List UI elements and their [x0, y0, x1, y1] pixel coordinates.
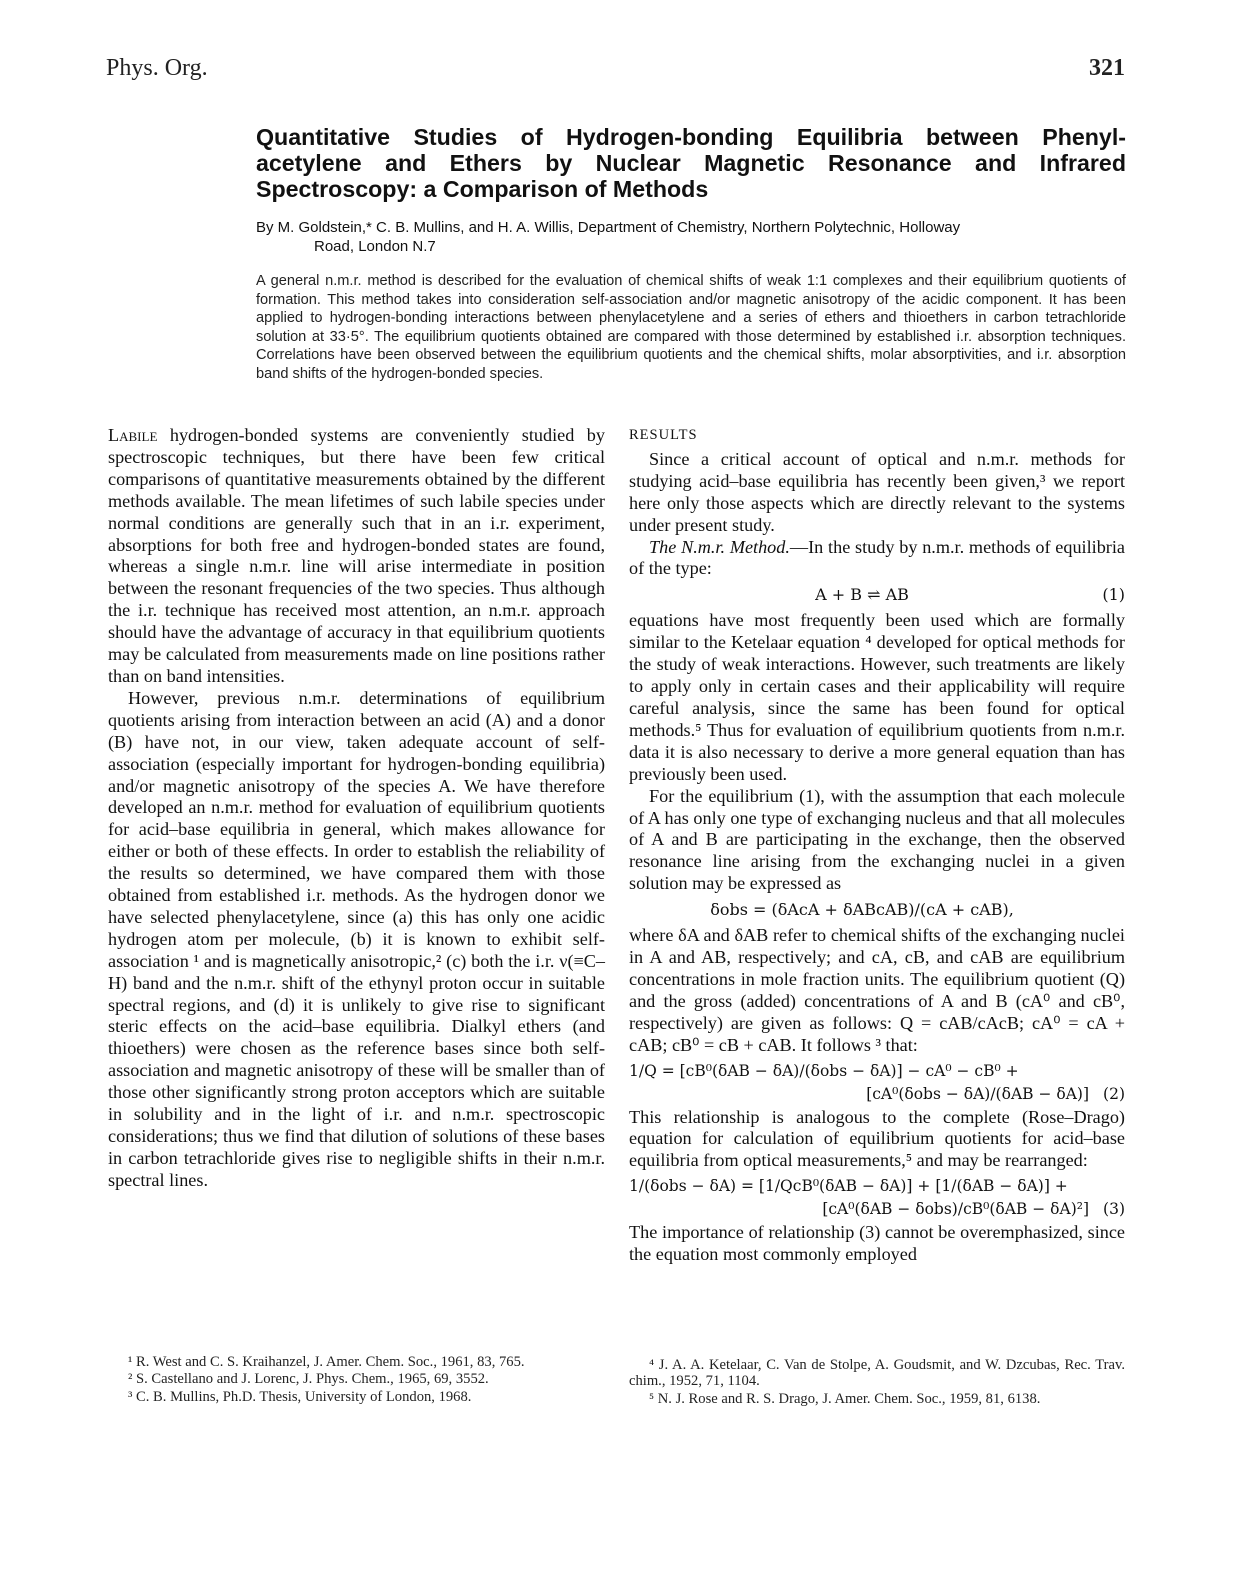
footnotes-right [629, 1357, 1125, 1408]
nmr-method-text: —In the study by n.m.r. methods of equilibria of the type: [629, 536, 1125, 579]
equation-obs-body: δobs = (δAcA + δABcAB)/(cA + cAB), [710, 900, 1014, 920]
author-line-1: By M. Goldstein,* C. B. Mullins, and H. A. Willis, Department of Chemistry, Northern Polytechnic, Holloway [256, 219, 961, 236]
results-paragraph-1: Since a critical account of optical and n.m.r. methods for studying acid–base equilibria has recently been given,³ we report here only those aspects which are directly relevant to the systems under present study. [629, 448, 1125, 535]
right-column [629, 425, 1125, 1266]
equation-3-line-2: [cA⁰(δAB − δobs)/cB⁰(δAB − δA)²] [822, 1200, 1089, 1219]
equation-1-body: A + B ⇌ AB [815, 585, 909, 605]
intro-paragraph-2: However, previous n.m.r. determinations of equilibrium quotients arising from interaction between an acid (A) and a donor (B) have not, in our view, taken adequate account of self-association (especially important for hydrogen-bonding equilibria) and/or magnetic anisotropy of the species A. We have therefore developed an n.m.r. method for evaluation of equilibrium quotients for acid–base equilibria in general, which makes allowance for either or both of these effects. In order to establish the reliability of the results so determined, we have compared them with those obtained from established i.r. methods. As the hydrogen donor we have selected phenylacetylene, since (a) this has only one acidic hydrogen atom per molecule, (b) it is known to exhibit self-association ¹ and is magnetically anisotropic,² (c) both the i.r. ν(≡C–H) band and the n.m.r. shift of the ethynyl proton occur in suitable spectral regions, and (d) it is unlikely to give rise to significant steric effects on the acid–base equilibria. Dialkyl ethers (and thioethers) were chosen as the reference bases since both self-association and magnetic anisotropy of these will be smaller than of those other significantly strong proton acceptors which are suitable in solubility and in the light of i.r. and n.m.r. spectroscopic considerations; thus we find that dilution of solutions of these bases in carbon tetrachloride gives rise to negligible shifts in their n.m.r. spectral lines. [108, 687, 605, 1190]
article-title: Quantitative Studies of Hydrogen-bonding Equilibria between Phenyl-acetylene and Ethers by Nuclear Magnetic Resonance and Infrared Spectroscopy: a Comparison of Methods [256, 124, 1126, 202]
intro-paragraph-1 [108, 425, 605, 688]
equation-1 [629, 580, 1125, 610]
left-column [108, 425, 605, 1192]
equation-2-line-1: 1/Q = [cB⁰(δAB − δA)/(δobs − δA)] − cA⁰ − cB⁰ + [629, 1061, 1019, 1080]
footnote-2: ² S. Castellano and J. Lorenc, J. Phys. Chem., 1965, 69, 3552. [128, 1371, 489, 1388]
equation-1-number: (1) [1102, 585, 1125, 605]
footnote-1: ¹ R. West and C. S. Kraihanzel, J. Amer. Chem. Soc., 1961, 83, 765. [128, 1354, 525, 1370]
results-paragraph-7: The importance of relationship (3) cannot be overemphasized, since the equation most commonly employed [629, 1222, 1125, 1265]
results-paragraph-3: equations have most frequently been used which are formally similar to the Ketelaar equation ⁴ developed for optical methods for the study of weak interactions. However, such treatments are likely to apply only in certain cases and their applicability will require careful analysis, since the same has been found for optical methods.⁵ Thus for evaluation of equilibrium quotients from n.m.r. data it is also necessary to derive a more general equation than has previously been used. [629, 610, 1125, 784]
author-block [256, 218, 1126, 256]
footnote-4: ⁴ J. A. A. Ketelaar, C. Van de Stolpe, A. Goudsmit, and W. Dzcubas, Rec. Trav. chim., 1952, 71, 1104. [629, 1357, 1125, 1390]
abstract: A general n.m.r. method is described for the evaluation of chemical shifts of weak 1:1 complexes and their equilibrium quotients of formation. This method takes into consideration self-association and/or magnetic anisotropy of the acidic component. It has been applied to hydrogen-bonding interactions between phenylacetylene and a series of ethers and thioethers in carbon tetrachloride solution at 33·5°. The equilibrium quotients obtained are compared with those determined by established i.r. absorption techniques. Correlations have been observed between the equilibrium quotients and the chemical shifts, molar absorptivities, and i.r. absorption band shifts of the hydrogen-bonded species. [256, 273, 1126, 382]
results-paragraph-5: where δA and δAB refer to chemical shifts of the exchanging nuclei in A and AB, respectively; and cA, cB, and cAB are equilibrium concentrations in mole fraction units. The equilibrium quotient (Q) and the gross (added) concentrations of A and B (cA⁰ and cB⁰, respectively) are given as follows: Q = cAB/cAcB; cA⁰ = cA + cAB; cB⁰ = cB + cAB. It follows ³ that: [629, 925, 1125, 1055]
equation-2-number: (2) [1103, 1084, 1125, 1103]
intro-paragraph-1-text: hydrogen-bonded systems are conveniently studied by spectroscopic techniques, but there have been few critical comparisons of quantitative measurements obtained by the different methods available. The mean lifetimes of such labile species under normal conditions are generally such that in an i.r. experiment, absorptions for both free and hydrogen-bonded states are found, whereas a single n.m.r. line will arise intermediate in position between the resonant frequencies of the two species. Thus although the i.r. technique has received most attention, an n.m.r. approach should have the advantage of accuracy in that equilibrium quotients may be calculated from measurements made on line positions rather than on band intensities. [108, 425, 605, 686]
journal-section-header: Phys. Org. [106, 55, 208, 81]
nmr-method-subheading: The N.m.r. Method. [649, 536, 790, 557]
equation-3 [629, 1172, 1125, 1222]
results-paragraph-4: For the equilibrium (1), with the assumption that each molecule of A has only one type of exchanging nucleus and that all molecules of A and B are participating in the exchange, then the observed resonance line arising from the exchanging nuclei in a given solution may be expressed as [629, 785, 1125, 894]
equation-2 [629, 1057, 1125, 1107]
equation-obs [629, 895, 1125, 925]
dropcap-lead-word: Labile [108, 425, 158, 445]
equation-3-number: (3) [1103, 1200, 1125, 1219]
results-heading: RESULTS [629, 427, 698, 443]
footnotes-left [108, 1354, 605, 1406]
page-number: 321 [1089, 55, 1125, 81]
results-paragraph-6: This relationship is analogous to the complete (Rose–Drago) equation for calculation of equilibrium quotients for acid–base equilibria from optical measurements,⁵ and may be rearranged: [629, 1106, 1125, 1171]
equation-2-line-2: [cA⁰(δobs − δA)/(δAB − δA)] [866, 1084, 1089, 1103]
nmr-method-paragraph [629, 537, 1125, 581]
equation-3-line-1: 1/(δobs − δA) = [1/QcB⁰(δAB − δA)] + [1/(δAB − δA)] + [629, 1177, 1068, 1196]
footnote-5: ⁵ N. J. Rose and R. S. Drago, J. Amer. Chem. Soc., 1959, 81, 6138. [649, 1390, 1041, 1407]
footnote-3: ³ C. B. Mullins, Ph.D. Thesis, University of London, 1968. [128, 1388, 472, 1405]
author-line-2: Road, London N.7 [314, 238, 436, 255]
